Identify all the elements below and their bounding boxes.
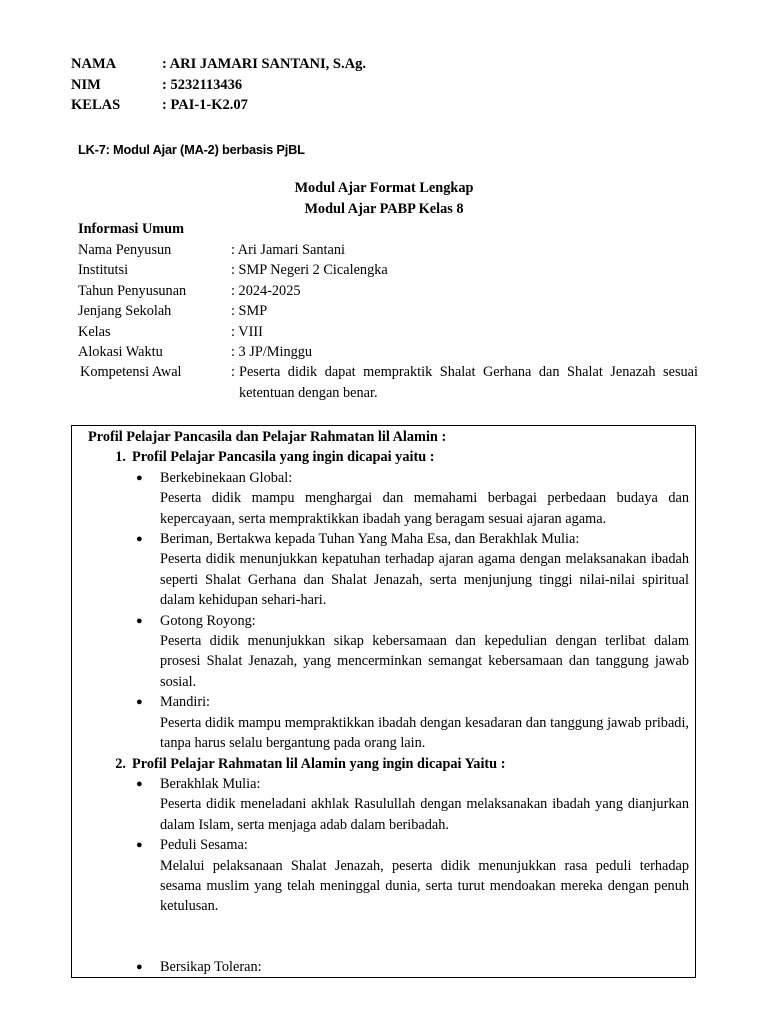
profil-section-pancasila xyxy=(88,447,689,753)
bullet-list xyxy=(132,774,689,977)
header-value: : ARI JAMARI SANTANI, S.Ag. xyxy=(162,56,366,72)
item-description: Peserta didik meneladani akhlak Rasulullah dengan melaksanakan ibadah yang dianjurkan dalam Islam, serta menjaga adab dalam beribadah. xyxy=(160,796,689,833)
header-row-nama xyxy=(71,54,366,75)
list-item xyxy=(132,468,689,529)
info-row-kompetensi xyxy=(78,362,698,403)
header-row-nim xyxy=(71,75,366,96)
info-row xyxy=(78,322,698,342)
info-row xyxy=(78,260,698,280)
header-label: KELAS xyxy=(71,97,121,113)
item-label: Berakhlak Mulia: xyxy=(160,775,261,792)
list-item xyxy=(132,835,689,917)
bullet-icon: ● xyxy=(136,471,143,484)
bullet-icon: ● xyxy=(136,960,143,973)
item-label: Peduli Sesama: xyxy=(160,837,248,854)
list-item xyxy=(132,957,689,977)
info-value: : SMP Negeri 2 Cicalengka xyxy=(231,262,388,279)
lk-title: LK-7: Modul Ajar (MA-2) berbasis PjBL xyxy=(78,142,305,157)
section-heading xyxy=(88,447,689,467)
bullet-list xyxy=(132,468,689,754)
info-label: Kelas xyxy=(78,323,111,340)
bullet-icon: ● xyxy=(136,533,143,546)
profil-content xyxy=(88,427,689,977)
info-value: : Ari Jamari Santani xyxy=(231,242,345,258)
info-label: Nama Penyusun xyxy=(78,242,172,258)
bullet-icon: ● xyxy=(136,614,143,627)
info-row xyxy=(78,342,698,362)
section-number: 2. xyxy=(115,755,126,772)
header-row-kelas xyxy=(71,95,366,116)
section-number: 1. xyxy=(115,449,126,466)
kompetensi-text: Peserta didik dapat mempraktik Shalat Gerhana dan Shalat Jenazah sesuai ketentuan dengan benar. xyxy=(239,364,698,401)
info-row xyxy=(78,240,698,260)
info-label: Alokasi Waktu xyxy=(78,344,163,361)
profil-box xyxy=(71,425,696,978)
info-value xyxy=(231,362,698,403)
item-description: Peserta didik mampu menghargai dan memahami berbagai perbedaan budaya dan kepercayaan, serta mempraktikkan ibadah yang beragam sesuai ajaran agama. xyxy=(160,490,689,527)
document-subtitle: Modul Ajar PABP Kelas 8 xyxy=(304,201,464,217)
header-label: NIM xyxy=(71,76,101,93)
info-row xyxy=(78,301,698,321)
info-label: Institutsi xyxy=(78,262,129,279)
item-description: Peserta didik menunjukkan sikap kebersamaan dan kepedulian dengan terlibat dalam prosesi Shalat Jenazah, yang mencerminkan semangat kebersamaan dan tanggung jawab sosial. xyxy=(160,633,689,690)
list-item xyxy=(132,692,689,753)
list-item xyxy=(132,611,689,693)
info-colon: : xyxy=(231,364,235,381)
document-title: Modul Ajar Format Lengkap xyxy=(294,180,474,196)
info-label: Jenjang Sekolah xyxy=(78,303,172,320)
profil-section-rahmatan xyxy=(88,754,689,978)
item-description: Peserta didik mampu mempraktikkan ibadah dengan kesadaran dan tanggung jawab pribadi, tanpa harus selalu bergantung pada orang lain. xyxy=(160,714,689,752)
item-description: Melalui pelaksanaan Shalat Jenazah, peserta didik menunjukkan rasa peduli terhadap sesama muslim yang telah meninggal dunia, serta turut mendoakan mereka dengan penuh ketulusan. xyxy=(160,857,689,915)
spacer xyxy=(132,917,689,957)
item-label: Mandiri: xyxy=(160,694,211,711)
section-heading-text: Profil Pelajar Rahmatan lil Alamin yang ingin dicapai Yaitu : xyxy=(132,755,506,772)
profil-title: Profil Pelajar Pancasila dan Pelajar Rahmatan lil Alamin : xyxy=(88,429,447,445)
info-value: : 2024-2025 xyxy=(231,282,301,299)
info-value: : SMP xyxy=(231,303,268,320)
item-description: Peserta didik menunjukkan kepatuhan terhadap ajaran agama dengan melaksanakan ibadah seperti Shalat Gerhana dan Shalat Jenazah, serta menjunjung tinggi nilai-nilai spiritual dalam kehidupan sehari-hari. xyxy=(160,551,689,609)
list-item xyxy=(132,529,689,611)
section-heading xyxy=(88,754,689,774)
bullet-icon: ● xyxy=(136,777,143,790)
bullet-icon: ● xyxy=(136,696,143,709)
info-label: Tahun Penyusunan xyxy=(78,282,187,299)
info-label: Kompetensi Awal xyxy=(80,364,182,381)
student-header xyxy=(71,54,366,116)
info-value: : VIII xyxy=(231,323,263,340)
header-value: : 5232113436 xyxy=(162,76,243,93)
info-heading: Informasi Umum xyxy=(78,221,185,237)
section-heading-text: Profil Pelajar Pancasila yang ingin dicapai yaitu : xyxy=(132,449,435,466)
header-value: : PAI-1-K2.07 xyxy=(162,97,248,113)
item-label: Bersikap Toleran: xyxy=(160,958,262,975)
info-value: : 3 JP/Minggu xyxy=(231,344,313,361)
info-row xyxy=(78,281,698,301)
list-item xyxy=(132,774,689,835)
item-label: Beriman, Bertakwa kepada Tuhan Yang Maha Esa, dan Berakhlak Mulia: xyxy=(160,531,580,548)
info-table xyxy=(78,240,698,403)
header-label: NAMA xyxy=(71,56,117,72)
item-label: Berkebinekaan Global: xyxy=(160,469,293,486)
bullet-icon: ● xyxy=(136,839,143,852)
item-label: Gotong Royong: xyxy=(160,612,256,629)
